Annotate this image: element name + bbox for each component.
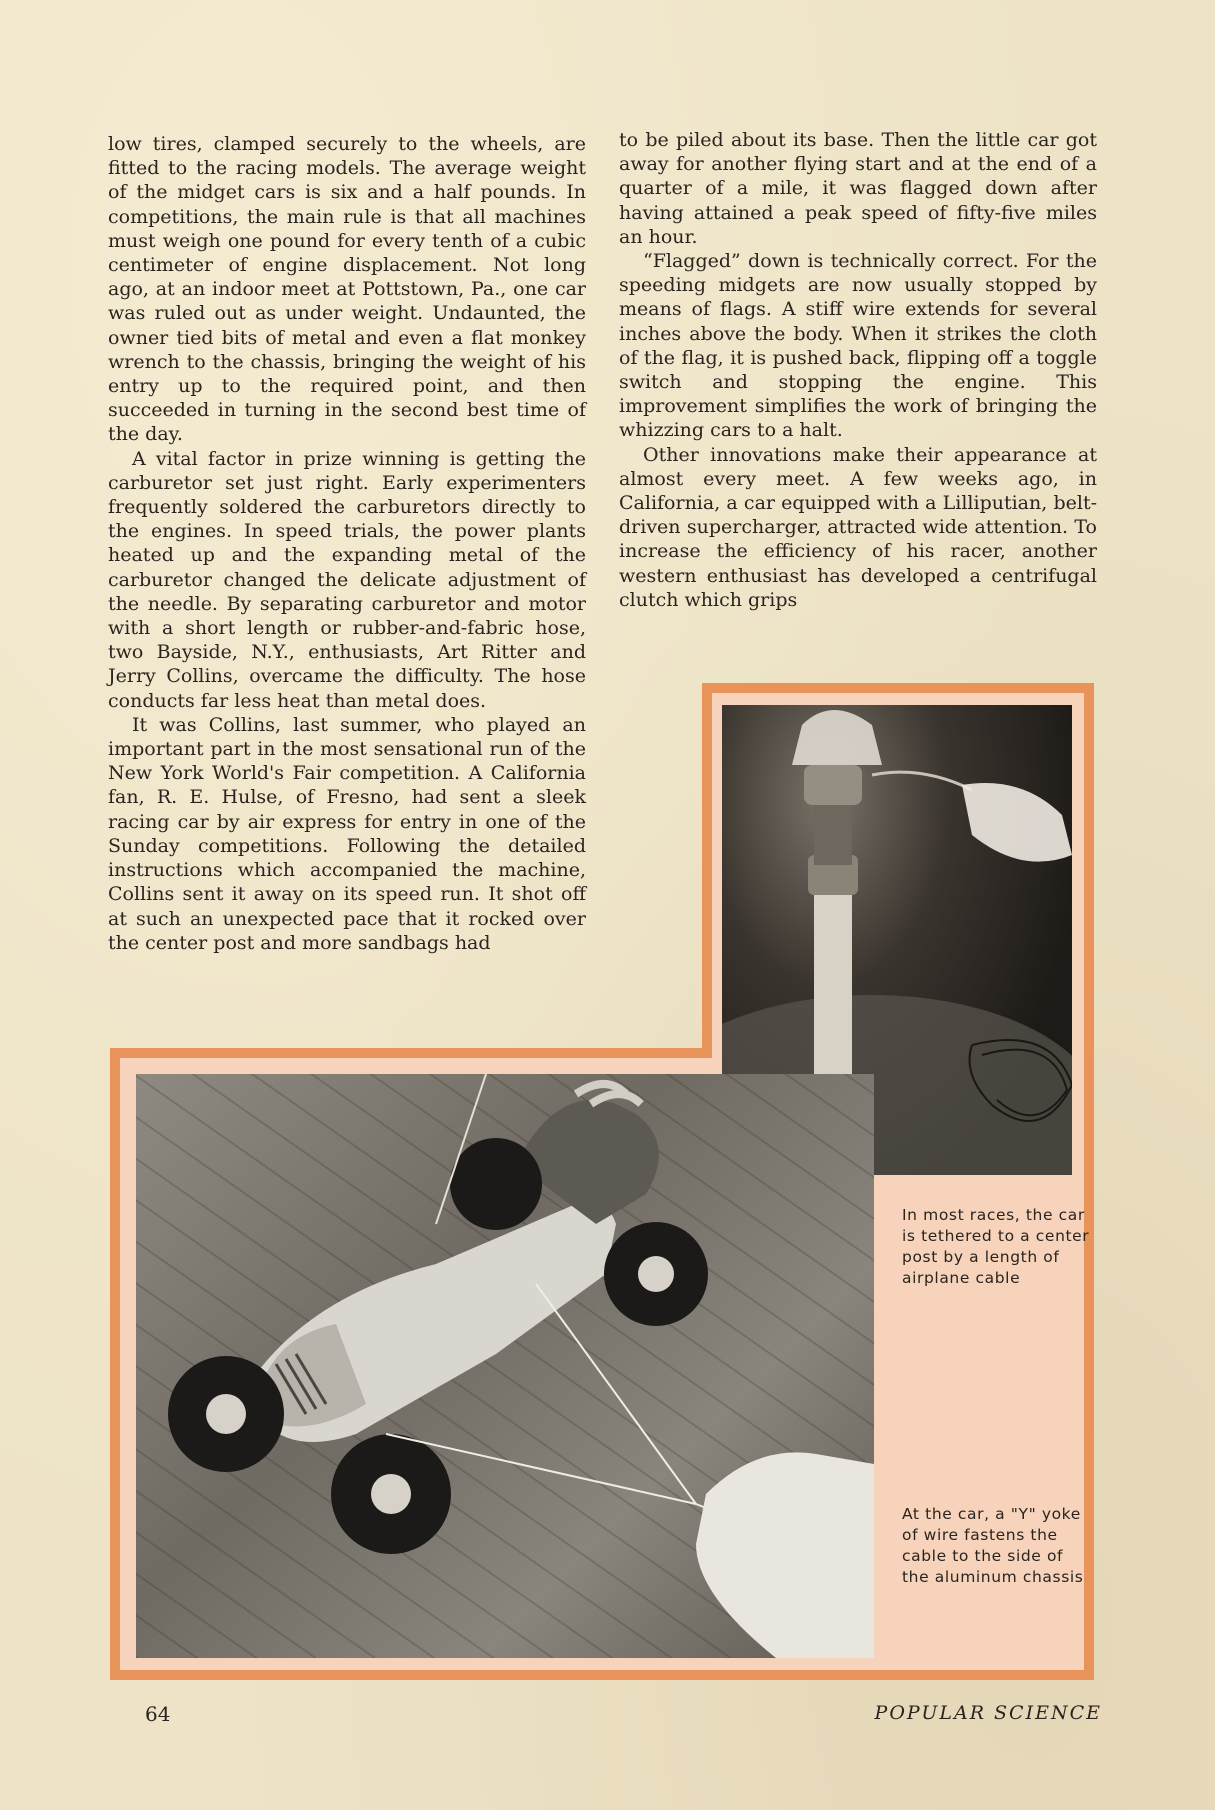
right-paragraph-3: Other innovations make their appearance at almost every meet. A few weeks ago, in California, a car equipped with a Lilliputian, belt-driven supercharger, attracted wide attention. To increase the efficiency of his racer, another western enthusiast has developed a centrifugal clutch which grips [619,443,1097,611]
photo-racing-car [136,1074,874,1658]
caption-center-post: In most races, the car is tethered to a center post by a length of airplane cable [902,1206,1090,1287]
article-column-right [619,128,1097,612]
caption-yoke: At the car, a "Y" yoke of wire fastens the cable to the side of the aluminum chassis [902,1505,1084,1586]
left-paragraph-2: A vital factor in prize winning is getting the carburetor set just right. Early experimenters frequently soldered the carburetors directly to the engines. In speed trials, the power plants heated up and the expanding metal of the carburetor changed the delicate adjustment of the needle. By separating carburetor and motor with a short length or rubber-and-fabric hose, two Bayside, N.Y., enthusiasts, Art Ritter and Jerry Collins, overcame the difficulty. The hose conducts far less heat than metal does. [108,447,586,712]
racing-car-illustration [136,1074,874,1658]
right-paragraph-1: to be piled about its base. Then the little car got away for another flying start and at the end of a quarter of a mile, it was flagged down after having attained a peak speed of fifty-five miles an hour. [619,129,1097,248]
right-paragraph-2: “Flagged” down is technically correct. For the speeding midgets are now usually stopped by means of flags. A stiff wire extends for several inches above the body. When it strikes the cloth of the flag, it is pushed back, flipping off a toggle switch and stopping the engine. This improvement simplifies the work of bringing the whizzing cars to a halt. [619,250,1097,442]
article-column-left [108,132,586,955]
left-paragraph-1: low tires, clamped securely to the wheels, are fitted to the racing models. The average weight of the midget cars is six and a half pounds. In competitions, the main rule is that all machines must weigh one pound for every tenth of a cubic centimeter of engine displacement. Not long ago, at an indoor meet at Pottstown, Pa., one car was ruled out as under weight. Undaunted, the owner tied bits of metal and even a flat monkey wrench to the chassis, bringing the weight of his entry up to the required point, and then succeeded in turning in the second best time of the day. [108,133,586,446]
page-number: 64 [145,1702,171,1726]
magazine-title: POPULAR SCIENCE [874,1702,1102,1724]
left-paragraph-3: It was Collins, last summer, who played an important part in the most sensational run of the New York World's Fair competition. A California fan, R. E. Hulse, of Fresno, had sent a sleek racing car by air express for entry in one of the Sunday competitions. Following the detailed instructions which accompanied the machine, Collins sent it away on its speed run. It shot off at such an unexpected pace that it rocked over the center post and more sandbags had [108,713,586,954]
